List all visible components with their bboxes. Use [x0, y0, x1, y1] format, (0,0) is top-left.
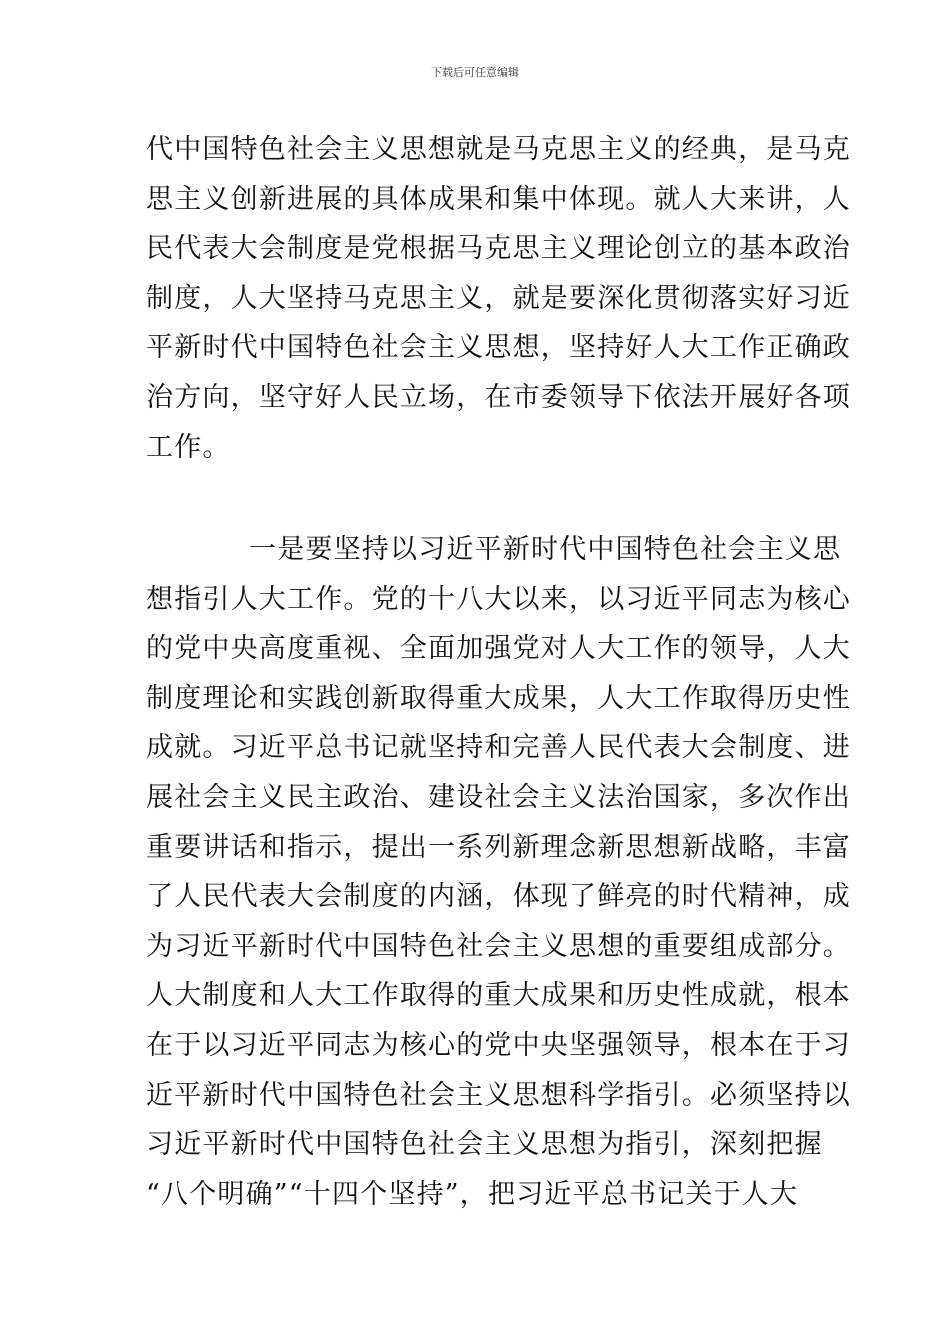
text-line: 在于以习近平同志为核心的党中央坚强领导，根本在于习: [146, 1029, 851, 1061]
page-header: 下载后可任意编辑: [431, 66, 519, 79]
text-line: 为习近平新时代中国特色社会主义思想的重要组成部分。: [146, 930, 851, 962]
text-line: 成就。习近平总书记就坚持和完善人民代表大会制度、进: [146, 732, 851, 764]
text-line: 想指引人大工作。党的十八大以来，以习近平同志为核心: [146, 583, 851, 615]
text-line: 了人民代表大会制度的内涵，体现了鲜亮的时代精神，成: [146, 881, 851, 913]
text-line: 思主义创新进展的具体成果和集中体现。就人大来讲，人: [146, 183, 851, 215]
text-line: “八个明确”“十四个坚持”，把习近平总书记关于人大: [146, 1178, 799, 1210]
text-line: 的党中央高度重视、全面加强党对人大工作的领导，人大: [146, 633, 851, 665]
text-line: 习近平新时代中国特色社会主义思想为指引，深刻把握: [146, 1129, 823, 1161]
text-line: 工作。: [146, 431, 231, 463]
text-line: 代中国特色社会主义思想就是马克思主义的经典，是马克: [146, 134, 851, 165]
text-line-first: 一是要坚持以习近平新时代中国特色社会主义思: [249, 534, 842, 565]
text-line: 民代表大会制度是党根据马克思主义理论创立的基本政治: [146, 233, 851, 265]
text-line: 展社会主义民主政治、建设社会主义法治国家，多次作出: [146, 781, 851, 813]
text-line: 治方向，坚守好人民立场，在市委领导下依法开展好各项: [146, 381, 851, 413]
text-line: 平新时代中国特色社会主义思想，坚持好人大工作正确政: [146, 332, 851, 364]
paragraph-1: [146, 125, 851, 472]
text-line: 人大制度和人大工作取得的重大成果和历史性成就，根本: [146, 980, 851, 1012]
text-line: 重要讲话和指示，提出一系列新理念新思想新战略，丰富: [146, 831, 851, 863]
text-line: 近平新时代中国特色社会主义思想科学指引。必须坚持以: [146, 1079, 851, 1111]
text-line: 制度，人大坚持马克思主义，就是要深化贯彻落实好习近: [146, 282, 851, 314]
paragraph-2: [146, 525, 851, 1219]
text-line: 制度理论和实践创新取得重大成果，人大工作取得历史性: [146, 682, 851, 714]
